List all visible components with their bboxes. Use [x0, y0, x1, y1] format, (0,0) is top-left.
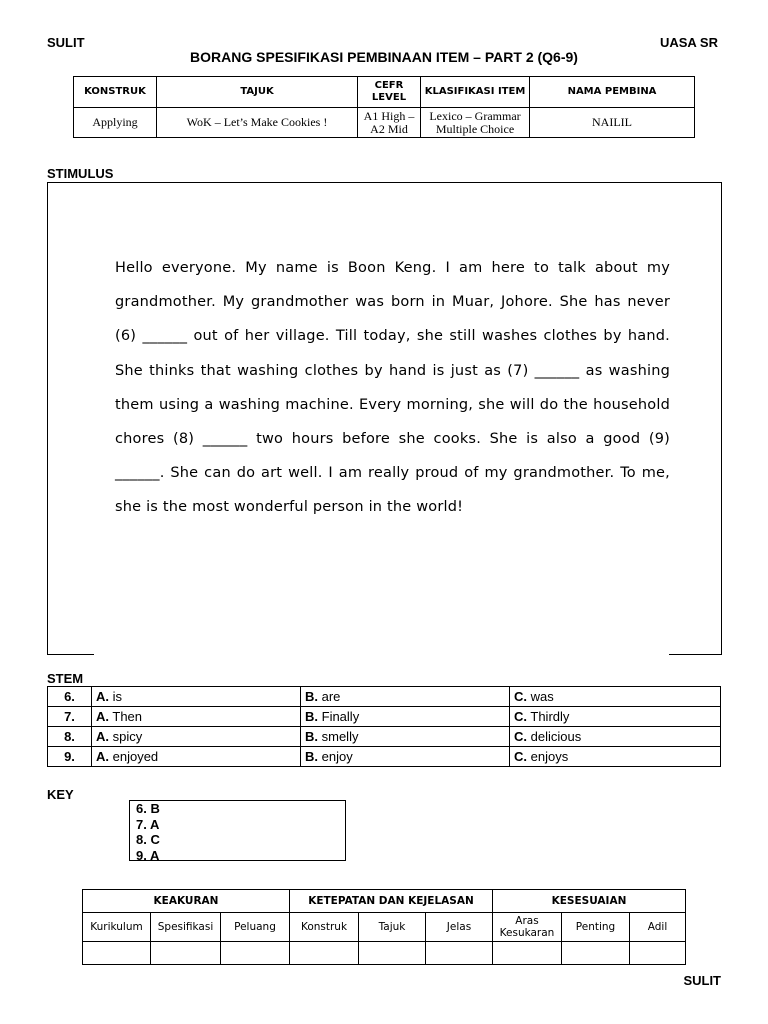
score-cell: [290, 942, 359, 965]
option-text: is: [112, 689, 123, 704]
stimulus-passage: Hello everyone. My name is Boon Keng. I am here to talk about my grandmother. My grandmother was born in Muar, Johore. She has never (6) ______ out of her village. Till today, she still washes clothes by hand. She thinks that washing clothes by hand is just as (7) ______ as washing them using a washing machine. Every morning, she will do the household chores (8) ______ two hours before she cooks. She is also a good (9) ______. She can do art well. I am really proud of my grandmother. To me, she is the most wonderful person in the world!: [115, 260, 670, 516]
option-a: [92, 747, 301, 767]
option-a: [92, 707, 301, 727]
option-letter: C.: [514, 729, 527, 744]
group-keakuran: KEAKURAN: [83, 890, 290, 913]
spec-header-konstruk: KONSTRUK: [74, 77, 157, 108]
option-text: Finally: [321, 709, 360, 724]
option-letter: C.: [514, 709, 527, 724]
footer-label: SULIT: [683, 973, 721, 988]
option-text: are: [321, 689, 341, 704]
criterion-adil: Adil: [630, 913, 686, 942]
answer-key-item: 7. A: [136, 816, 160, 832]
stem-number: 7.: [48, 707, 92, 727]
spec-header-row: [74, 77, 695, 108]
option-letter: C.: [514, 689, 527, 704]
option-letter: A.: [96, 709, 109, 724]
option-text: delicious: [530, 729, 582, 744]
header-right-label: UASA SR: [659, 35, 718, 50]
group-ketepatan-dan-kejelasan: KETEPATAN DAN KEJELASAN: [290, 890, 493, 913]
option-text: smelly: [321, 729, 359, 744]
score-cell: [562, 942, 630, 965]
option-letter: B.: [305, 709, 318, 724]
score-cell: [83, 942, 151, 965]
criterion-penting: Penting: [562, 913, 630, 942]
spec-table: [73, 76, 695, 138]
spec-header-nama-pembina: NAMA PEMBINA: [530, 77, 695, 108]
evaluation-group-row: [83, 890, 686, 913]
option-b: [301, 707, 510, 727]
stimulus-label: STIMULUS: [47, 166, 114, 181]
stimulus-box-bottom-left-edge: [47, 654, 94, 655]
answer-key-box: [129, 800, 346, 861]
criterion-tajuk: Tajuk: [359, 913, 426, 942]
score-cell: [493, 942, 562, 965]
spec-value-tajuk: WoK – Let’s Make Cookies !: [157, 108, 358, 138]
option-c: [510, 687, 721, 707]
evaluation-criteria-row: [83, 913, 686, 942]
header-left-label: SULIT: [47, 35, 85, 50]
option-text: Then: [112, 709, 143, 724]
stem-number: 6.: [48, 687, 92, 707]
option-letter: A.: [96, 749, 109, 764]
stem-number: 8.: [48, 727, 92, 747]
answer-key-item: 6. B: [136, 801, 160, 816]
spec-value-cefr: A1 High – A2 Mid: [358, 108, 421, 138]
answer-key-item: 9. A: [136, 847, 160, 863]
criterion-konstruk: Konstruk: [290, 913, 359, 942]
option-letter: A.: [96, 729, 109, 744]
option-text: enjoyed: [112, 749, 159, 764]
criterion-kurikulum: Kurikulum: [83, 913, 151, 942]
score-cell: [221, 942, 290, 965]
spec-value-row: [74, 108, 695, 138]
score-cell: [426, 942, 493, 965]
group-kesesuaian: KESESUAIAN: [493, 890, 686, 913]
stem-table: [47, 686, 721, 767]
option-text: was: [530, 689, 554, 704]
option-c: [510, 707, 721, 727]
stem-row: [48, 727, 721, 747]
spec-header-tajuk: TAJUK: [157, 77, 358, 108]
option-c: [510, 747, 721, 767]
stem-row: [48, 747, 721, 767]
score-cell: [359, 942, 426, 965]
document-title: BORANG SPESIFIKASI PEMBINAAN ITEM – PART 2 (Q6-9): [190, 49, 578, 65]
option-text: Thirdly: [530, 709, 570, 724]
option-a: [92, 727, 301, 747]
option-letter: B.: [305, 689, 318, 704]
stem-row: [48, 707, 721, 727]
stem-number: 9.: [48, 747, 92, 767]
stem-label: STEM: [47, 671, 84, 686]
option-text: enjoys: [530, 749, 569, 764]
score-cell: [151, 942, 221, 965]
spec-header-klasifikasi: KLASIFIKASI ITEM: [421, 77, 530, 108]
criterion-spesifikasi: Spesifikasi: [151, 913, 221, 942]
spec-value-konstruk: Applying: [74, 108, 157, 138]
option-a: [92, 687, 301, 707]
spec-header-cefr: CEFR LEVEL: [358, 77, 421, 108]
option-letter: B.: [305, 749, 318, 764]
option-b: [301, 727, 510, 747]
criterion-peluang: Peluang: [221, 913, 290, 942]
option-b: [301, 687, 510, 707]
criterion-jelas: Jelas: [426, 913, 493, 942]
spec-value-klasifikasi: Lexico – Grammar Multiple Choice: [421, 108, 530, 138]
score-cell: [630, 942, 686, 965]
option-text: enjoy: [321, 749, 353, 764]
option-letter: A.: [96, 689, 109, 704]
evaluation-table: [82, 889, 686, 965]
answer-key-item: 8. C: [136, 832, 160, 847]
option-letter: B.: [305, 729, 318, 744]
evaluation-score-row: [83, 942, 686, 965]
stimulus-box-bottom-right-edge: [669, 654, 721, 655]
option-text: spicy: [112, 729, 143, 744]
option-b: [301, 747, 510, 767]
criterion-aras-kesukaran: Aras Kesukaran: [493, 913, 562, 942]
stem-row: [48, 687, 721, 707]
option-letter: C.: [514, 749, 527, 764]
option-c: [510, 727, 721, 747]
spec-value-nama-pembina: NAILIL: [530, 108, 695, 138]
key-label: KEY: [47, 787, 74, 802]
